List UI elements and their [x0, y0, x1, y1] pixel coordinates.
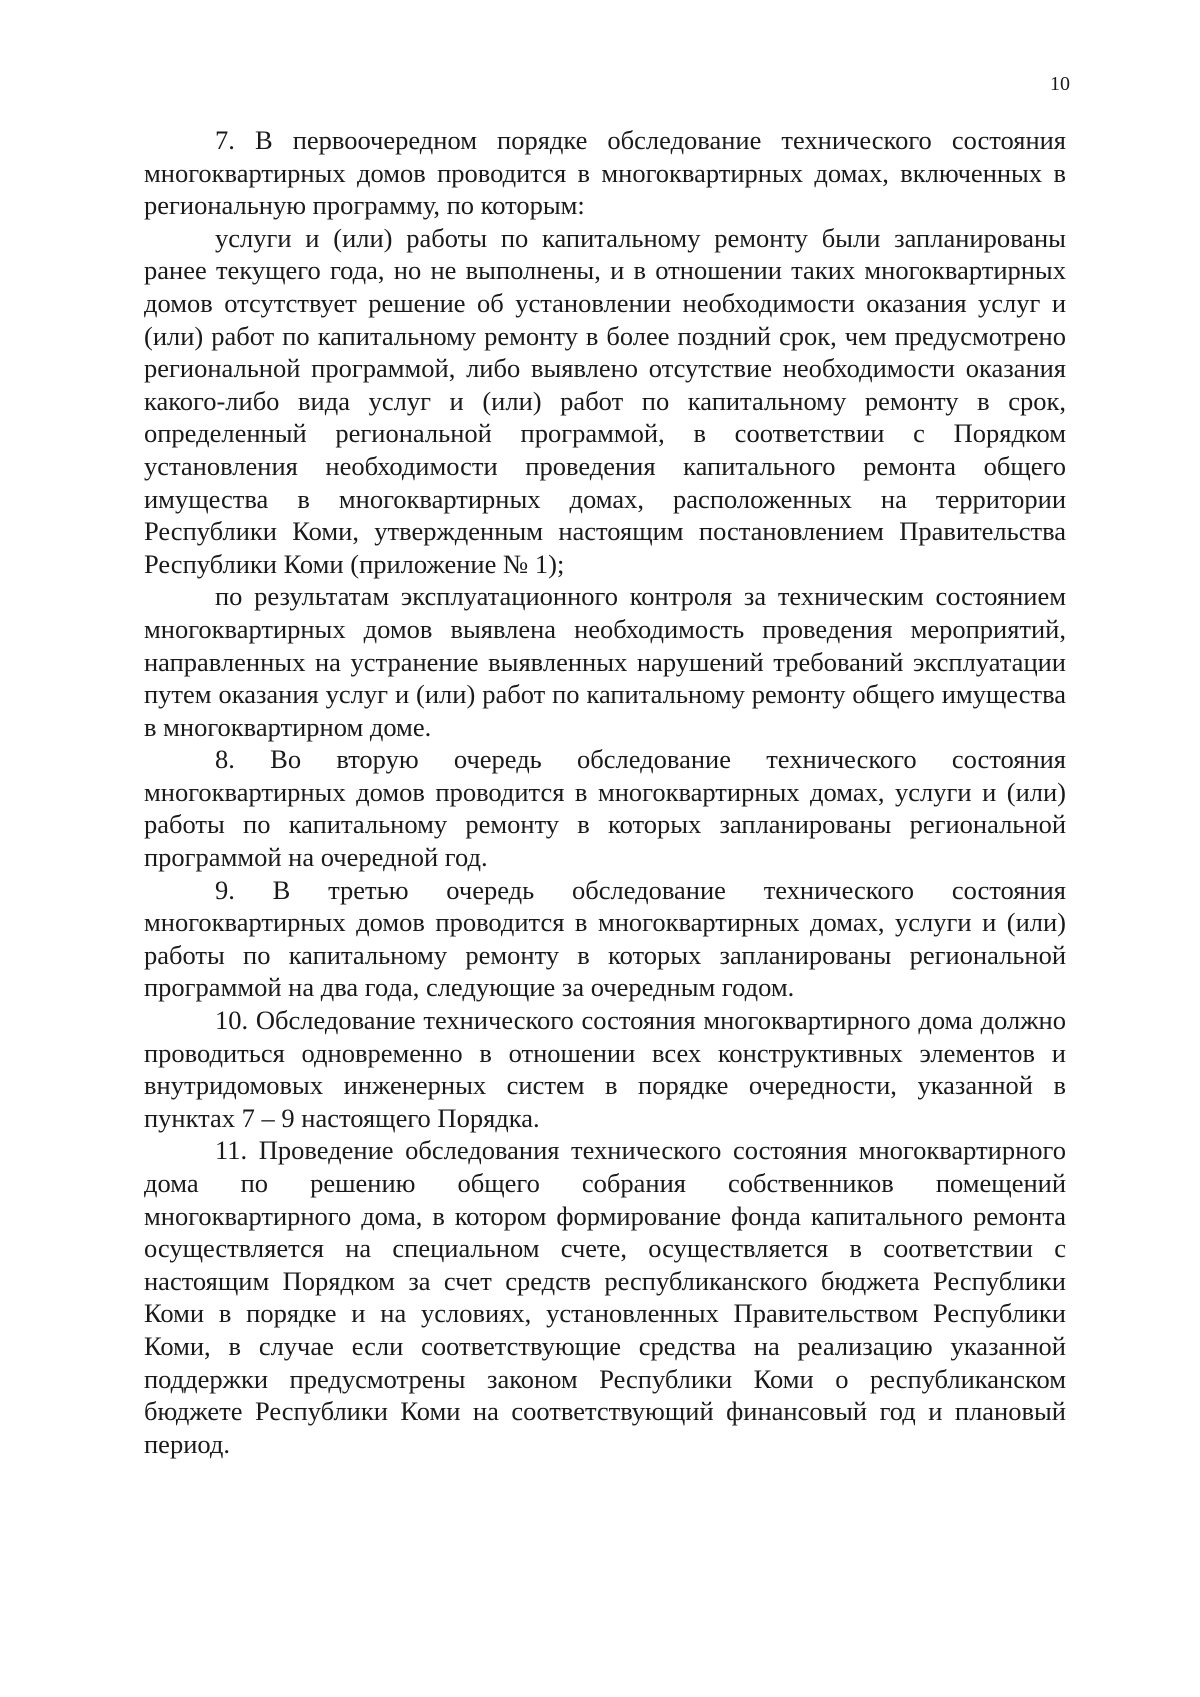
paragraph-7: 7. В первоочередном порядке обследование технического состояния многоквартирных домов проводится в многоквартирных домах, включенных в региональную программу, по которым: — [144, 125, 1066, 221]
paragraph-7-item-2: по результатам эксплуатационного контроля за техническим состоянием многоквартирных домов выявлена необходимость проведения мероприятий, направленных на устранение выявленных нарушений требований эксплуатации путем оказания услуг и (или) работ по капитальному ремонту общего имущества в многоквартирном доме. — [144, 581, 1066, 742]
paragraph-9: 9. В третью очередь обследование технического состояния многоквартирных домов проводится в многоквартирных домах, услуги и (или) работы по капитальному ремонту в которых запланированы региональной программой на два года, следующие за очередным годом. — [144, 874, 1066, 1003]
paragraph-7-item-1: услуги и (или) работы по капитальному ремонту были запланированы ранее текущего года, но не выполнены, и в отношении таких многоквартирных домов отсутствует решение об установлении необходимости оказания услуг и (или) работ по капитальному ремонту в более поздний срок, чем предусмотрено региональной программой, либо выявлено отсутствие необходимости оказания какого-либо вида услуг и (или) работ по капитальному ремонту в срок, определенный региональной программой, в соответствии с Порядком установления необходимости проведения капитального ремонта общего имущества в многоквартирных домах, расположенных на территории Республики Коми, утвержденным настоящим постановлением Правительства Республики Коми (приложение № 1); — [144, 222, 1066, 579]
paragraph-10: 10. Обследование технического состояния многоквартирного дома должно проводиться одновременно в отношении всех конструктивных элементов и внутридомовых инженерных систем в порядке очередности, указанной в пунктах 7 – 9 настоящего Порядка. — [144, 1005, 1066, 1133]
document-body — [144, 124, 1066, 1460]
paragraph-11: 11. Проведение обследования технического состояния многоквартирного дома по решению общего собрания собственников помещений многоквартирного дома, в котором формирование фонда капитального ремонта осуществляется на специальном счете, осуществляется в соответствии с настоящим Порядком за счет средств республиканского бюджета Республики Коми в порядке и на условиях, установленных Правительством Республики Коми, в случае если соответствующие средства на реализацию указанной поддержки предусмотрены законом Республики Коми о республиканском бюджете Республики Коми на соответствующий финансовый год и плановый период. — [144, 1135, 1066, 1459]
page-number: 10 — [1050, 73, 1070, 95]
paragraph-8: 8. Во вторую очередь обследование технического состояния многоквартирных домов проводится в многоквартирных домах, услуги и (или) работы по капитальному ремонту в которых запланированы региональной программой на очередной год. — [144, 744, 1066, 873]
